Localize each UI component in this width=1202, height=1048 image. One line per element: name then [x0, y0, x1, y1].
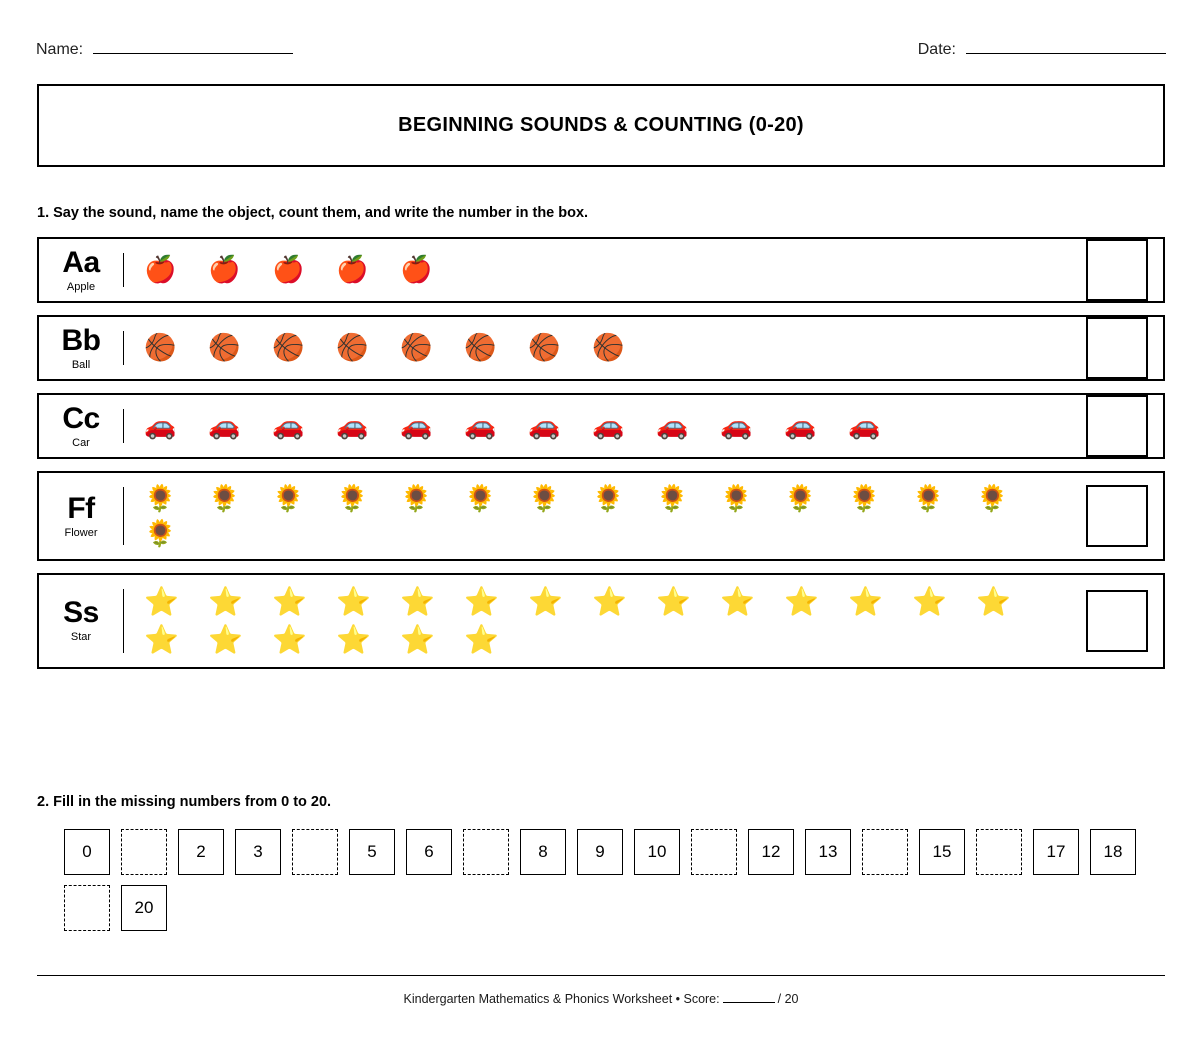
number-blank-box[interactable] — [976, 829, 1022, 875]
letter-word-label: Star — [70, 631, 92, 644]
sunflower-icon: 🌻 — [528, 483, 561, 513]
date-field-group — [918, 38, 1166, 59]
star-icon: ⭐ — [592, 586, 627, 618]
star-icon: ⭐ — [464, 586, 499, 618]
number-filled-box: 17 — [1033, 829, 1079, 875]
star-icon: ⭐ — [336, 623, 371, 655]
basketball-icon: 🏀 — [144, 332, 177, 363]
apple-icon: 🍎 — [336, 254, 369, 285]
footer-total: / 20 — [777, 992, 799, 1006]
section-2-instruction: 2. Fill in the missing numbers from 0 to 20. — [37, 794, 332, 810]
number-filled-box: 13 — [805, 829, 851, 875]
count-answer-box[interactable] — [1086, 485, 1148, 547]
sunflower-icon: 🌻 — [144, 483, 177, 513]
answer-cell — [1071, 239, 1163, 301]
sunflower-icon: 🌻 — [208, 483, 241, 513]
answer-cell — [1071, 575, 1163, 667]
number-filled-box: 20 — [121, 885, 167, 931]
date-input-line[interactable] — [966, 38, 1166, 54]
star-icon: ⭐ — [144, 623, 179, 655]
count-answer-box[interactable] — [1086, 239, 1148, 301]
apple-icon: 🍎 — [208, 254, 241, 285]
name-field-group — [36, 38, 293, 59]
car-icon: 🚗 — [592, 410, 625, 441]
star-icon: ⭐ — [208, 586, 243, 618]
counting-exercise-list — [37, 237, 1165, 681]
car-icon: 🚗 — [400, 410, 433, 441]
star-icon: ⭐ — [400, 623, 435, 655]
letter-cell — [39, 395, 123, 457]
score-input-line[interactable] — [723, 991, 775, 1003]
sunflower-icon: 🌻 — [848, 483, 881, 513]
sunflower-icon: 🌻 — [400, 483, 433, 513]
letter-pair: Ff — [67, 491, 95, 525]
counting-row — [37, 573, 1165, 669]
number-filled-box: 5 — [349, 829, 395, 875]
letter-word-label: Flower — [64, 526, 98, 539]
object-group — [124, 317, 1071, 379]
object-group — [124, 395, 1071, 457]
basketball-icon: 🏀 — [592, 332, 625, 363]
number-blank-box[interactable] — [121, 829, 167, 875]
basketball-icon: 🏀 — [528, 332, 561, 363]
counting-row — [37, 237, 1165, 303]
sunflower-icon: 🌻 — [976, 483, 1009, 513]
star-icon: ⭐ — [464, 623, 499, 655]
letter-pair: Cc — [62, 401, 100, 435]
star-icon: ⭐ — [144, 586, 179, 618]
car-icon: 🚗 — [464, 410, 497, 441]
number-filled-box: 0 — [64, 829, 110, 875]
letter-pair: Ss — [63, 596, 99, 630]
letter-pair: Aa — [62, 245, 100, 279]
number-filled-box: 8 — [520, 829, 566, 875]
apple-icon: 🍎 — [144, 254, 177, 285]
number-blank-box[interactable] — [463, 829, 509, 875]
sunflower-icon: 🌻 — [464, 483, 497, 513]
number-filled-box: 12 — [748, 829, 794, 875]
letter-word-label: Apple — [66, 280, 96, 293]
basketball-icon: 🏀 — [464, 332, 497, 363]
basketball-icon: 🏀 — [208, 332, 241, 363]
car-icon: 🚗 — [848, 410, 881, 441]
sunflower-icon: 🌻 — [144, 518, 177, 549]
star-icon: ⭐ — [208, 623, 243, 655]
sunflower-icon: 🌻 — [272, 483, 305, 513]
star-icon: ⭐ — [528, 586, 563, 618]
number-filled-box: 6 — [406, 829, 452, 875]
car-icon: 🚗 — [656, 410, 689, 441]
apple-icon: 🍎 — [400, 254, 433, 285]
object-group — [124, 473, 1071, 559]
number-filled-box: 10 — [634, 829, 680, 875]
count-answer-box[interactable] — [1086, 590, 1148, 652]
name-input-line[interactable] — [93, 38, 293, 54]
number-filled-box: 18 — [1090, 829, 1136, 875]
apple-icon: 🍎 — [272, 254, 305, 285]
counting-row — [37, 315, 1165, 381]
sunflower-icon: 🌻 — [336, 483, 369, 513]
letter-cell — [39, 575, 123, 667]
date-label: Date: — [917, 41, 956, 58]
number-sequence-grid — [64, 829, 1154, 931]
page-title: BEGINNING SOUNDS & COUNTING (0-20) — [398, 114, 804, 136]
number-blank-box[interactable] — [862, 829, 908, 875]
sunflower-icon: 🌻 — [720, 483, 753, 513]
star-icon: ⭐ — [912, 586, 947, 618]
star-icon: ⭐ — [656, 586, 691, 618]
star-icon: ⭐ — [336, 586, 371, 618]
letter-pair: Bb — [61, 323, 101, 357]
star-icon: ⭐ — [976, 586, 1011, 618]
letter-word-label: Ball — [71, 358, 91, 371]
counting-row — [37, 471, 1165, 561]
car-icon: 🚗 — [528, 410, 561, 441]
sunflower-icon: 🌻 — [656, 483, 689, 513]
number-filled-box: 3 — [235, 829, 281, 875]
answer-cell — [1071, 317, 1163, 379]
star-icon: ⭐ — [720, 586, 755, 618]
letter-cell — [39, 239, 123, 301]
count-answer-box[interactable] — [1086, 395, 1148, 457]
basketball-icon: 🏀 — [272, 332, 305, 363]
letter-cell — [39, 317, 123, 379]
car-icon: 🚗 — [784, 410, 817, 441]
star-icon: ⭐ — [784, 586, 819, 618]
sunflower-icon: 🌻 — [912, 483, 945, 513]
number-blank-box[interactable] — [691, 829, 737, 875]
section-1-instruction: 1. Say the sound, name the object, count them, and write the number in the box. — [37, 205, 589, 221]
answer-cell — [1071, 395, 1163, 457]
number-filled-box: 9 — [577, 829, 623, 875]
sunflower-icon: 🌻 — [592, 483, 625, 513]
basketball-icon: 🏀 — [336, 332, 369, 363]
answer-cell — [1071, 473, 1163, 559]
footer — [0, 991, 1202, 1006]
name-label: Name: — [36, 41, 84, 58]
basketball-icon: 🏀 — [400, 332, 433, 363]
object-group — [124, 575, 1071, 667]
star-icon: ⭐ — [848, 586, 883, 618]
car-icon: 🚗 — [336, 410, 369, 441]
worksheet-header — [36, 38, 1166, 59]
number-filled-box: 15 — [919, 829, 965, 875]
number-filled-box: 2 — [178, 829, 224, 875]
object-group — [124, 239, 1071, 301]
number-blank-box[interactable] — [64, 885, 110, 931]
car-icon: 🚗 — [272, 410, 305, 441]
car-icon: 🚗 — [720, 410, 753, 441]
star-icon: ⭐ — [400, 586, 435, 618]
count-answer-box[interactable] — [1086, 317, 1148, 379]
number-blank-box[interactable] — [292, 829, 338, 875]
counting-row — [37, 393, 1165, 459]
star-icon: ⭐ — [272, 623, 307, 655]
footer-divider — [37, 975, 1165, 976]
letter-cell — [39, 473, 123, 559]
letter-word-label: Car — [72, 436, 90, 449]
title-banner — [37, 84, 1165, 167]
footer-label: Kindergarten Mathematics & Phonics Worksheet • Score: — [403, 992, 720, 1006]
sunflower-icon: 🌻 — [784, 483, 817, 513]
star-icon: ⭐ — [272, 586, 307, 618]
car-icon: 🚗 — [144, 410, 177, 441]
car-icon: 🚗 — [208, 410, 241, 441]
